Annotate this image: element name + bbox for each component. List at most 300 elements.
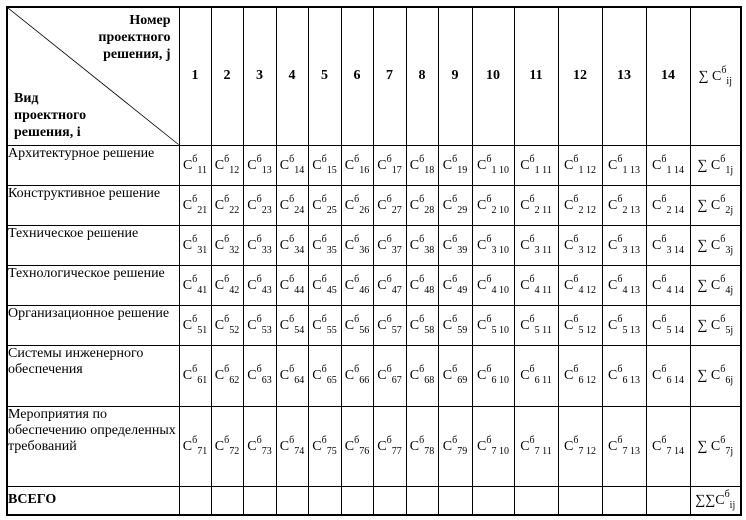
subscript: 3 12 (578, 244, 596, 256)
column-axis-label (98, 12, 170, 63)
subscript: 29 (457, 204, 468, 216)
cost-symbol: $С^б_{17}$ (377, 153, 402, 176)
cost-symbol: $С^б_{78}$ (409, 434, 435, 457)
superscript: б (224, 273, 230, 285)
subscript: 55 (326, 324, 337, 336)
sum-symbol: $С^б_{ij}$ (711, 64, 732, 87)
cost-symbol: $С^б_{28}$ (409, 193, 435, 216)
subscript: ij (726, 75, 732, 87)
subscript: 75 (326, 445, 337, 457)
cost-symbol: $С^б_{27}$ (377, 193, 402, 216)
superscript: б (224, 153, 230, 165)
superscript: б (419, 233, 425, 245)
matrix-cell (646, 185, 690, 225)
superscript: б (661, 434, 667, 446)
cost-symbol: $С^б_{19}$ (442, 153, 468, 176)
subscript: 49 (457, 284, 468, 296)
subscript: 7 14 (666, 445, 684, 457)
subscript: 45 (326, 284, 337, 296)
matrix-cell (438, 406, 472, 486)
cost-symbol: $С^б_{77}$ (377, 434, 402, 457)
superscript: б (452, 193, 458, 205)
matrix-cell (373, 305, 406, 345)
matrix-cell (472, 145, 514, 185)
column-header: 5 (308, 7, 341, 145)
cost-symbol: $С^б_{2 14}$ (652, 193, 684, 216)
cost-symbol: $С^б_{38}$ (409, 233, 435, 256)
subscript: 3 13 (622, 244, 640, 256)
superscript: б (354, 153, 360, 165)
cost-symbol: $С^б_{75}$ (312, 434, 337, 457)
cost-symbol: $С^б_{4 11}$ (520, 273, 552, 296)
row-sum-symbol: $С^б_{6j}$ (710, 364, 734, 386)
superscript: б (486, 273, 492, 285)
cost-symbol: $С^б_{52}$ (214, 313, 240, 336)
subscript: 79 (457, 445, 468, 457)
matrix-cell (341, 185, 373, 225)
empty-total-cell (558, 486, 602, 515)
cost-symbol: $С^б_{1 12}$ (564, 153, 596, 176)
superscript: б (720, 153, 726, 165)
subscript: 27 (391, 204, 402, 216)
matrix-cell (602, 345, 646, 406)
subscript: 6 11 (534, 375, 552, 386)
cost-symbol: $С^б_{22}$ (214, 193, 240, 216)
empty-total-cell (472, 486, 514, 515)
header-row (7, 7, 741, 145)
row-label: Системы инженерного обеспечения (7, 345, 179, 406)
cost-symbol: $С^б_{6 10}$ (477, 364, 509, 386)
superscript: б (573, 193, 579, 205)
subscript: 67 (391, 375, 402, 386)
superscript: б (419, 364, 425, 375)
cost-symbol: $С^б_{14}$ (279, 153, 305, 176)
matrix-cell (472, 185, 514, 225)
subscript: 18 (424, 164, 435, 176)
subscript: 65 (326, 375, 337, 386)
matrix-cell (211, 185, 243, 225)
matrix-cell (646, 305, 690, 345)
subscript: 32 (229, 244, 240, 256)
matrix-cell (308, 406, 341, 486)
column-axis-label-line: Номер (129, 13, 171, 28)
matrix-cell (602, 185, 646, 225)
matrix-cell (602, 305, 646, 345)
table-row (7, 305, 741, 345)
row-sum-symbol: $С^б_{2j}$ (710, 193, 734, 216)
cost-symbol: $С^б_{65}$ (312, 364, 337, 386)
table-row (7, 145, 741, 185)
cost-symbol: $С^б_{58}$ (409, 313, 435, 336)
column-header: 1 (179, 7, 211, 145)
matrix-cell (646, 345, 690, 406)
cost-symbol: $С^б_{6 11}$ (520, 364, 552, 386)
sigma-symbol: ∑ (697, 157, 708, 173)
subscript: 74 (294, 445, 305, 457)
matrix-cell (341, 225, 373, 265)
subscript: 25 (326, 204, 337, 216)
superscript: б (720, 273, 726, 285)
column-header: 12 (558, 7, 602, 145)
subscript: 2 12 (578, 204, 596, 216)
superscript: б (486, 153, 492, 165)
superscript: б (224, 313, 230, 325)
cost-symbol: $С^б_{5 11}$ (520, 313, 552, 336)
subscript: 63 (261, 375, 272, 386)
matrix-cell (211, 305, 243, 345)
subscript: 5 14 (666, 324, 684, 336)
cost-symbol: $С^б_{66}$ (344, 364, 370, 386)
cost-symbol: $С^б_{12}$ (214, 153, 240, 176)
empty-total-cell (406, 486, 438, 515)
matrix-cell (211, 145, 243, 185)
cost-symbol: $С^б_{4 12}$ (564, 273, 596, 296)
cost-symbol: $С^б_{37}$ (377, 233, 402, 256)
matrix-cell (373, 185, 406, 225)
table-row (7, 265, 741, 305)
subscript: 7 10 (491, 445, 509, 457)
matrix-cell (276, 145, 308, 185)
cost-symbol: $С^б_{53}$ (247, 313, 272, 336)
superscript: б (486, 364, 492, 375)
matrix-cell (276, 225, 308, 265)
superscript: б (224, 233, 230, 245)
matrix-cell (276, 406, 308, 486)
subscript: 19 (457, 164, 468, 176)
superscript: б (720, 233, 726, 245)
matrix-cell (514, 305, 558, 345)
empty-total-cell (373, 486, 406, 515)
row-sum-symbol: $С^б_{7j}$ (710, 434, 734, 457)
superscript: б (289, 233, 295, 245)
matrix-cell (514, 265, 558, 305)
subscript: 1 11 (534, 164, 552, 176)
superscript: б (256, 153, 262, 165)
column-header: 3 (243, 7, 276, 145)
superscript: б (573, 233, 579, 245)
superscript: б (386, 313, 392, 325)
superscript: б (386, 193, 392, 205)
cost-symbol: $С^б_{7 14}$ (652, 434, 684, 457)
subscript: 3j (725, 244, 734, 256)
empty-total-cell (243, 486, 276, 515)
empty-total-cell (211, 486, 243, 515)
cost-symbol: $С^б_{5 13}$ (608, 313, 640, 336)
subscript: 7 12 (578, 445, 596, 457)
row-label: Конструктивное решение (7, 185, 179, 225)
subscript: 33 (261, 244, 272, 256)
superscript: б (321, 273, 327, 285)
table-row (7, 185, 741, 225)
row-sum-symbol: $С^б_{3j}$ (710, 233, 734, 256)
subscript: 6 14 (666, 375, 684, 386)
subscript: 5 12 (578, 324, 596, 336)
cost-symbol: $С^б_{74}$ (279, 434, 305, 457)
subscript: 72 (229, 445, 240, 457)
superscript: б (486, 434, 492, 446)
column-header: 14 (646, 7, 690, 145)
cost-symbol: $С^б_{23}$ (247, 193, 272, 216)
subscript: 4 14 (666, 284, 684, 296)
cost-symbol: $С^б_{2 11}$ (520, 193, 552, 216)
empty-total-cell (341, 486, 373, 515)
subscript: 38 (424, 244, 435, 256)
subscript: 1 12 (578, 164, 596, 176)
subscript: 71 (197, 445, 208, 457)
row-sum-cell (690, 145, 741, 185)
sigma-symbol: ∑ (697, 277, 708, 293)
row-sum-cell (690, 305, 741, 345)
superscript: б (419, 193, 425, 205)
subscript: 6 10 (491, 375, 509, 386)
subscript: 51 (197, 324, 208, 336)
cost-symbol: $С^б_{3 11}$ (520, 233, 552, 256)
superscript: б (321, 434, 327, 446)
cost-symbol: $С^б_{71}$ (182, 434, 208, 457)
matrix-cell (243, 185, 276, 225)
superscript: б (617, 193, 623, 205)
superscript: б (529, 233, 535, 245)
cost-symbol: $С^б_{13}$ (247, 153, 272, 176)
superscript: б (256, 313, 262, 325)
cost-symbol: $С^б_{2 12}$ (564, 193, 596, 216)
subscript: 73 (261, 445, 272, 457)
cost-symbol: $С^б_{44}$ (279, 273, 305, 296)
cost-symbol: $С^б_{33}$ (247, 233, 272, 256)
superscript: б (256, 273, 262, 285)
matrix-cell (646, 265, 690, 305)
subscript: 3 11 (534, 244, 552, 256)
superscript: б (661, 273, 667, 285)
matrix-cell (406, 225, 438, 265)
superscript: б (720, 193, 726, 205)
matrix-cell (438, 265, 472, 305)
subscript: 44 (294, 284, 305, 296)
matrix-cell (179, 185, 211, 225)
subscript: 41 (197, 284, 208, 296)
superscript: б (192, 153, 198, 165)
superscript: б (452, 364, 458, 375)
superscript: б (573, 364, 579, 375)
subscript: 34 (294, 244, 305, 256)
table-row (7, 345, 741, 406)
matrix-cell (243, 145, 276, 185)
subscript: 4j (725, 284, 734, 296)
matrix-cell (373, 225, 406, 265)
column-header: 2 (211, 7, 243, 145)
subscript: 35 (326, 244, 337, 256)
superscript: б (617, 153, 623, 165)
cost-symbol: $С^б_{47}$ (377, 273, 402, 296)
superscript: б (224, 434, 230, 446)
subscript: 69 (457, 375, 468, 386)
empty-total-cell (308, 486, 341, 515)
matrix-cell (602, 145, 646, 185)
matrix-cell (558, 406, 602, 486)
superscript: б (573, 434, 579, 446)
matrix-cell (558, 185, 602, 225)
subscript: 12 (229, 164, 240, 176)
matrix-cell (276, 185, 308, 225)
matrix-cell (438, 305, 472, 345)
cost-symbol: $С^б_{69}$ (442, 364, 468, 386)
subscript: 7j (725, 445, 734, 457)
cost-symbol: $С^б_{11}$ (182, 153, 208, 176)
cost-symbol: $С^б_{2 10}$ (477, 193, 509, 216)
corner-header-cell (7, 7, 179, 145)
subscript: 23 (261, 204, 272, 216)
cost-symbol: $С^б_{5 14}$ (652, 313, 684, 336)
cost-symbol: $С^б_{4 10}$ (477, 273, 509, 296)
subscript: 6 13 (622, 375, 640, 386)
superscript: б (386, 153, 392, 165)
subscript: 4 12 (578, 284, 596, 296)
subscript: 5 13 (622, 324, 640, 336)
superscript: б (529, 434, 535, 446)
matrix-cell (243, 225, 276, 265)
superscript: б (617, 434, 623, 446)
matrix-cell (276, 305, 308, 345)
matrix-cell (646, 406, 690, 486)
superscript: б (529, 273, 535, 285)
cost-symbol: $С^б_{26}$ (344, 193, 370, 216)
subscript: 5 10 (491, 324, 509, 336)
cost-symbol: $С^б_{1 14}$ (652, 153, 684, 176)
matrix-cell (243, 265, 276, 305)
matrix-cell (472, 406, 514, 486)
cost-symbol: $С^б_{49}$ (442, 273, 468, 296)
matrix-cell (308, 305, 341, 345)
cost-symbol: $С^б_{16}$ (344, 153, 370, 176)
column-header: 7 (373, 7, 406, 145)
row-sum-symbol: $С^б_{4j}$ (710, 273, 734, 296)
subscript: 14 (294, 164, 305, 176)
subscript: 24 (294, 204, 305, 216)
matrix-cell (211, 345, 243, 406)
matrix-cell (179, 305, 211, 345)
column-header: 11 (514, 7, 558, 145)
matrix-cell (602, 225, 646, 265)
subscript: 62 (229, 375, 240, 386)
subscript: 2j (725, 204, 734, 216)
cost-symbol: $С^б_{18}$ (409, 153, 435, 176)
cost-symbol: $С^б_{35}$ (312, 233, 337, 256)
cost-symbol: $С^б_{21}$ (182, 193, 208, 216)
matrix-cell (438, 145, 472, 185)
matrix-cell (308, 225, 341, 265)
superscript: б (224, 193, 230, 205)
matrix-cell (373, 345, 406, 406)
subscript: 5j (725, 324, 734, 336)
subscript: 22 (229, 204, 240, 216)
superscript: б (419, 313, 425, 325)
subscript: 2 13 (622, 204, 640, 216)
sigma-symbol: ∑ (697, 438, 708, 454)
column-header: 4 (276, 7, 308, 145)
matrix-cell (514, 185, 558, 225)
superscript: б (256, 233, 262, 245)
total-label: ВСЕГО (7, 486, 179, 515)
superscript: б (529, 193, 535, 205)
subscript: 26 (359, 204, 370, 216)
subscript: 3 10 (491, 244, 509, 256)
subscript: 21 (197, 204, 208, 216)
cost-symbol: $С^б_{29}$ (442, 193, 468, 216)
superscript: б (321, 364, 327, 375)
empty-total-cell (646, 486, 690, 515)
subscript: 2 14 (666, 204, 684, 216)
matrix-cell (472, 305, 514, 345)
matrix-cell (179, 225, 211, 265)
subscript: 57 (391, 324, 402, 336)
matrix-cell (341, 305, 373, 345)
cost-symbol: $С^б_{36}$ (344, 233, 370, 256)
grand-total-symbol: $С^б_{ij}$ (715, 488, 736, 511)
cost-symbol: $С^б_{3 14}$ (652, 233, 684, 256)
subscript: 1 10 (491, 164, 509, 176)
cost-symbol: $С^б_{3 13}$ (608, 233, 640, 256)
matrix-cell (602, 406, 646, 486)
matrix-cell (341, 345, 373, 406)
cost-symbol: $С^б_{79}$ (442, 434, 468, 457)
cost-symbol: $С^б_{76}$ (344, 434, 370, 457)
empty-total-cell (438, 486, 472, 515)
cost-symbol: $С^б_{15}$ (312, 153, 337, 176)
matrix-cell (276, 345, 308, 406)
subscript: 56 (359, 324, 370, 336)
superscript: б (289, 193, 295, 205)
row-label: Техническое решение (7, 225, 179, 265)
matrix-cell (558, 145, 602, 185)
cost-symbol: $С^б_{63}$ (247, 364, 272, 386)
matrix-cell (211, 225, 243, 265)
matrix-cell (341, 406, 373, 486)
design-solution-matrix (6, 6, 742, 516)
cost-symbol: $С^б_{34}$ (279, 233, 305, 256)
subscript: ij (729, 499, 736, 511)
subscript: 4 11 (534, 284, 552, 296)
subscript: 39 (457, 244, 468, 256)
subscript: 78 (424, 445, 435, 457)
matrix-cell (602, 265, 646, 305)
superscript: б (256, 434, 262, 446)
superscript: б (321, 153, 327, 165)
cost-symbol: $С^б_{62}$ (214, 364, 240, 386)
cost-symbol: $С^б_{3 12}$ (564, 233, 596, 256)
matrix-cell (438, 225, 472, 265)
double-sigma-symbol: ∑∑ (695, 492, 716, 508)
row-label: Архитектурное решение (7, 145, 179, 185)
superscript: б (720, 434, 726, 446)
matrix-cell (179, 345, 211, 406)
subscript: 43 (261, 284, 272, 296)
matrix-cell (646, 225, 690, 265)
superscript: б (452, 273, 458, 285)
superscript: б (419, 434, 425, 446)
cost-symbol: $С^б_{3 10}$ (477, 233, 509, 256)
subscript: 15 (326, 164, 337, 176)
cost-symbol: $С^б_{59}$ (442, 313, 468, 336)
superscript: б (573, 273, 579, 285)
matrix-cell (341, 145, 373, 185)
subscript: 52 (229, 324, 240, 336)
subscript: 77 (391, 445, 402, 457)
matrix-cell (646, 145, 690, 185)
empty-total-cell (602, 486, 646, 515)
matrix-cell (373, 265, 406, 305)
cost-symbol: $С^б_{39}$ (442, 233, 468, 256)
superscript: б (573, 313, 579, 325)
